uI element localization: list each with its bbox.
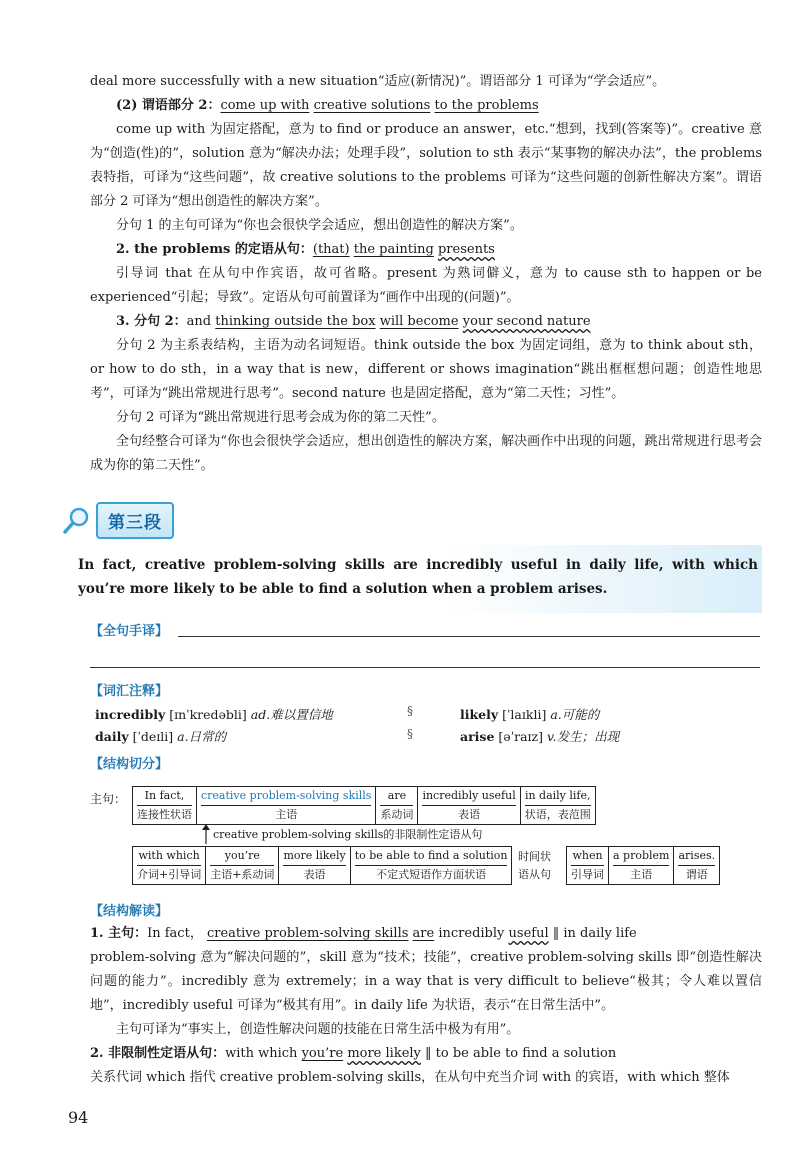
relative-clause-arrow [202,824,482,844]
text-paragraph: 分句 2 可译为“跳出常规进行思考会成为你的第二天性”。 [116,410,445,425]
attributive-clause-heading: 2. the problems 的定语从句：(that) the painting presents [116,242,495,257]
divider-ornament: § [407,727,413,741]
source-sentence-banner [62,545,762,613]
vocab-entry: arise [əˈraɪz] v.发生；出现 [460,729,620,744]
answer-line [178,636,760,637]
clause-2-heading: 3. 分句 2：and thinking outside the box will become your second nature [116,314,591,329]
relative-clause-heading: 2. 非限制性定语从句：with which you’re more likely ‖ to be able to find a solution [90,1046,617,1061]
structure-cell: when 引导词 [567,847,608,884]
text-paragraph: 主句可译为“事实上，创造性解决问题的技能在日常生活中极为有用”。 [116,1022,520,1037]
structure-cell: more likely 表语 [278,847,349,884]
page-number: 94 [68,1108,89,1127]
vocab-label: 【词汇注释】 [90,684,169,699]
structure-cell: creative problem-solving skills 主语 [196,787,375,824]
structure-cell: are 系动词 [375,787,417,824]
structure-cell: in daily life, 状语，表范围 [520,787,595,824]
structure-label: 【结构切分】 [90,757,169,772]
sentence-structure-diagram [90,786,770,886]
time-clause-label: 时间状 语从句 [518,850,551,881]
vocab-entry: incredibly [ɪnˈkredəbli] ad.难以置信地 [95,707,333,722]
analysis-label: 【结构解读】 [90,904,169,919]
main-clause-row [132,786,596,825]
structure-cell: arises. 谓语 [673,847,719,884]
relative-clause-row [132,846,512,885]
text-paragraph: 分句 1 的主句可译为“你也会很快学会适应，想出创造性的解决方案”。 [116,218,523,233]
main-clause-label: 主句： [90,792,127,806]
up-arrow-icon [202,824,210,844]
structure-cell: you’re 主语+系动词 [205,847,278,884]
structure-cell: In fact, 连接性状语 [133,787,196,824]
text-paragraph: problem-solving 意为“解决问题的”，skill 意为“技术；技能”，creative problem-solving skills 即“创造性解决问题的能力”。incredibly 意为 extremely；in a way that is very difficult to believe“极其；令人难以置信地”，incredibly useful 可译为“极其有用”。in daily life 为状语，表示“在日常生活中”。 [90,950,762,1013]
magnifier-icon [62,505,92,535]
structure-cell: a problem 主语 [608,847,673,884]
time-clause-row [566,846,720,885]
text-line: deal more successfully with a new situation“适应(新情况)”。谓语部分 1 可译为“学会适应”。 [90,74,666,89]
structure-cell: with which 介词+引导词 [133,847,205,884]
main-clause-heading: 1. 主句：In fact， creative problem-solving skills are incredibly useful ‖ in daily life [90,926,637,941]
text-paragraph: 关系代词 which 指代 creative problem-solving skills，在从句中充当介词 with 的宾语，with which 整体 [90,1070,730,1085]
answer-line [90,667,760,668]
text-paragraph: 分句 2 为主系表结构，主语为动名词短语。think outside the box 为固定词组，意为 to think about sth，or how to do sth，in a way that is new，different or shows imagination“跳出框框想问题；创造性地思考”，可译为“跳出常规进行思考”。second nature 也是固定搭配，意为“第二天性；习性”。 [90,338,762,401]
predicate-2-heading: (2) 谓语部分 2：come up with creative solutions to the problems [116,98,539,113]
section-title: 第三段 [96,502,174,539]
text-paragraph: 引导词 that 在从句中作宾语，故可省略。present 为熟词僻义，意为 to cause sth to happen or be experienced“引起；导致”。定语从句可前置译为“画作中出现的(问题)”。 [90,266,762,305]
arrow-note: creative problem-solving skills的非限制性定语从句 [213,828,483,841]
vocab-entry: daily [ˈdeɪli] a.日常的 [95,729,227,744]
structure-cell: to be able to find a solution 不定式短语作方面状语 [350,847,512,884]
section-heading [62,500,174,540]
divider-ornament: § [407,704,413,718]
translate-label: 【全句手译】 [90,624,169,639]
paragraph-block-1 [90,70,762,478]
text-paragraph: 全句经整合可译为“你也会很快学会适应，想出创造性的解决方案，解决画作中出现的问题，跳出常规进行思考会成为你的第二天性”。 [90,434,762,473]
source-sentence: In fact, creative problem-solving skills are incredibly useful in daily life, with which you’re more likely to be able to find a solution when a problem arises. [78,557,758,597]
text-paragraph: come up with 为固定搭配，意为 to find or produce an answer，etc.“想到，找到(答案等)”。creative 意为“创造(性)的”，solution 意为“解决办法；处理手段”，solution to sth 表示“某事物的解决办法”，the problems 表特指，可译为“这些问题”，故 creative solutions to the problems 可译为“这些问题的创新性解决方案”。谓语部分 2 可译为“想出创造性的解决方案”。 [90,122,762,209]
structure-cell: incredibly useful 表语 [417,787,519,824]
analysis-block [90,922,762,1090]
vocab-entry: likely [ˈlaɪkli] a.可能的 [460,707,600,722]
